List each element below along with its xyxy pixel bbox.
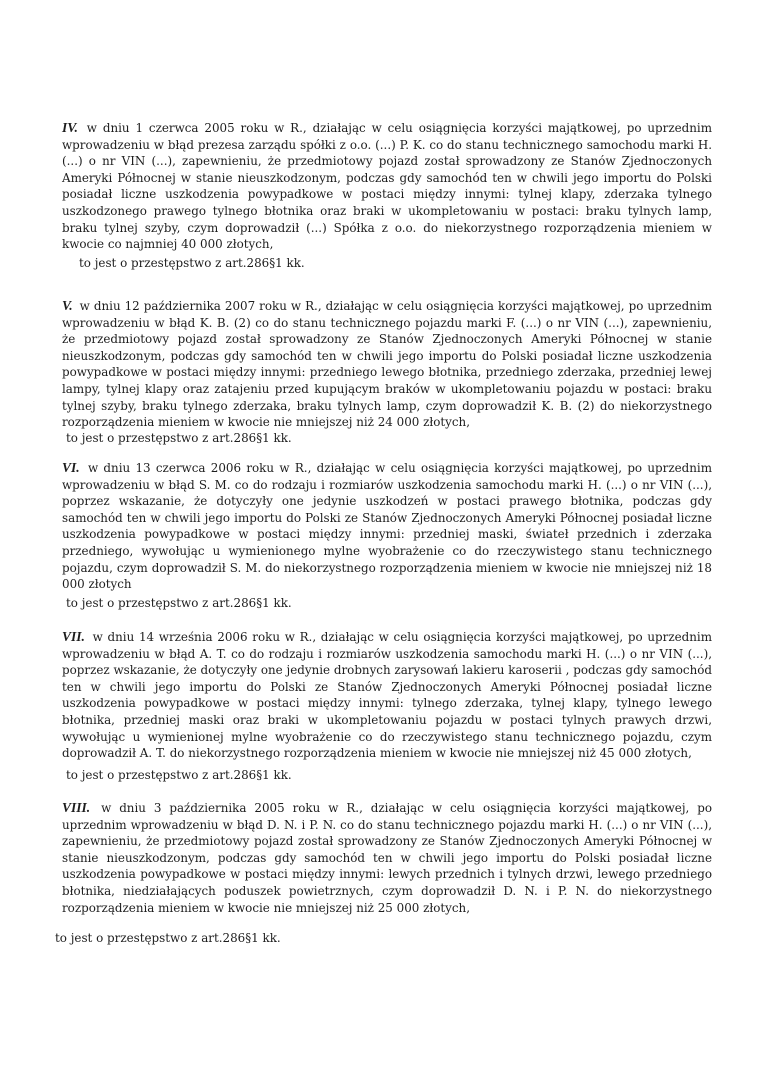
charge-closing-vii: to jest o przestępstwo z art.286§1 kk. xyxy=(66,768,292,782)
charge-closing-v: to jest o przestępstwo z art.286§1 kk. xyxy=(66,431,292,445)
charge-numeral-v: V. xyxy=(62,298,73,313)
charge-paragraph-v xyxy=(62,298,712,431)
charge-text-v: w dniu 12 października 2007 roku w R., działając w celu osiągnięcia korzyści majątkowej, po uprzednim wprowadzeniu w błąd K. B. (2) co do stanu technicznego pojazdu marki F. (...) o nr VIN (...), zapewnieniu, że przedmiotowy pojazd został sprowadzony ze Stanów Zjednoczonych Ameryki Północnej w stanie nieuszkodzonym, podczas gdy samochód ten w chwili jego importu do Polski posiadał liczne uszkodzenia powypadkowe w postaci między innymi: przedniego lewego błotnika, przedniego zderzaka, przedniej lewej lampy, tylnej klapy oraz zatajeniu przed kupującym braków w ukompletowaniu pojazdu w postaci: braku tylnej szyby, braku tylnego zderzaka, braku tylnych lamp, czym doprowadził K. B. (2) do niekorzystnego rozporządzenia mieniem w kwocie nie mniejszej niż 24 000 złotych, xyxy=(62,299,713,430)
charge-paragraph-vii xyxy=(62,629,712,762)
charge-closing-vi: to jest o przestępstwo z art.286§1 kk. xyxy=(66,596,292,610)
charge-paragraph-vi xyxy=(62,460,712,593)
charge-paragraph-iv xyxy=(62,120,712,253)
charge-text-vi: w dniu 13 czerwca 2006 roku w R., działając w celu osiągnięcia korzyści majątkowej, po uprzednim wprowadzeniu w błąd S. M. co do rodzaju i rozmiarów uszkodzenia samochodu marki H. (...) o nr VIN (...), poprzez wskazanie, że dotyczyły one jedynie uszkodzeń w postaci prawego błotnika, podczas gdy samochód ten w chwili jego importu do Polski ze Stanów Zjednoczonych Ameryki Północnej posiadał liczne uszkodzenia powypadkowe w postaci między innymi: przedniej maski, świateł przednich i zderzaka przedniego, wywołując u wymienionego mylne wyobrażenie co do rzeczywistego stanu technicznego pojazdu, czym doprowadził S. M. do niekorzystnego rozporządzenia mieniem w kwocie nie mniejszej niż 18 000 złotych xyxy=(62,461,712,592)
charge-numeral-viii: VIII. xyxy=(62,800,91,815)
charge-text-vii: w dniu 14 września 2006 roku w R., działając w celu osiągnięcia korzyści majątkowej, po uprzednim wprowadzeniu w błąd A. T. co do rodzaju i rozmiarów uszkodzenia samochodu marki H. (...) o nr VIN (...), poprzez wskazanie, że dotyczyły one jedynie drobnych zarysowań lakieru karoserii , podczas gdy samochód ten w chwili jego importu do Polski ze Stanów Zjednoczonych Ameryki Północnej posiadał liczne uszkodzenia powypadkowe w postaci między innymi: tylnego zderzaka, tylnej klapy, tylnego lewego błotnika, przedniej maski oraz braki w ukompletowaniu pojazdu w postaci tylnych prawych drzwi, wywołując u wymienionej mylne wyobrażenie co do rzeczywistego stanu technicznego pojazdu, czym doprowadził A. T. do niekorzystnego rozporządzenia mieniem w kwocie nie mniejszej niż 45 000 złotych, xyxy=(62,630,713,761)
charge-numeral-iv: IV. xyxy=(62,120,78,135)
charge-paragraph-viii xyxy=(62,800,712,916)
charge-closing-iv: to jest o przestępstwo z art.286§1 kk. xyxy=(79,256,305,270)
charge-text-iv: w dniu 1 czerwca 2005 roku w R., działając w celu osiągnięcia korzyści majątkowej, po uprzednim wprowadzeniu w błąd prezesa zarządu spółki z o.o. (...) P. K. co do stanu technicznego samochodu marki H. (...) o nr VIN (...), zapewnieniu, że przedmiotowy pojazd został sprowadzony ze Stanów Zjednoczonych Ameryki Północnej w stanie nieuszkodzonym, podczas gdy samochód ten w chwili jego importu do Polski posiadał liczne uszkodzenia powypadkowe w postaci między innymi: tylnej klapy, zderzaka tylnego uszkodzonego prawego tylnego błotnika oraz braki w ukompletowaniu w postaci: braku tylnych lamp, braku tylnej szyby, czym doprowadził (...) Spółka z o.o. do niekorzystnego rozporządzenia mieniem w kwocie co najmniej 40 000 złotych, xyxy=(62,121,712,252)
charge-numeral-vi: VI. xyxy=(62,460,80,475)
charge-text-viii: w dniu 3 października 2005 roku w R., działając w celu osiągnięcia korzyści majątkowej, po uprzednim wprowadzeniu w błąd D. N. i P. N. co do stanu technicznego pojazdu marki H. (...) o nr VIN (...), zapewnieniu, że przedmiotowy pojazd został sprowadzony ze Stanów Zjednoczonych Ameryki Północnej w stanie nieuszkodzonym, podczas gdy samochód ten w chwili jego importu do Polski posiadał liczne uszkodzenia powypadkowe w postaci między innymi: lewych przednich i tylnych drzwi, lewego przedniego błotnika, niedziałających poduszek powietrznych, czym doprowadził D. N. i P. N. do niekorzystnego rozporządzenia mieniem w kwocie nie mniejszej niż 25 000 złotych, xyxy=(62,801,713,915)
charge-closing-viii: to jest o przestępstwo z art.286§1 kk. xyxy=(55,931,281,945)
charge-numeral-vii: VII. xyxy=(62,629,85,644)
